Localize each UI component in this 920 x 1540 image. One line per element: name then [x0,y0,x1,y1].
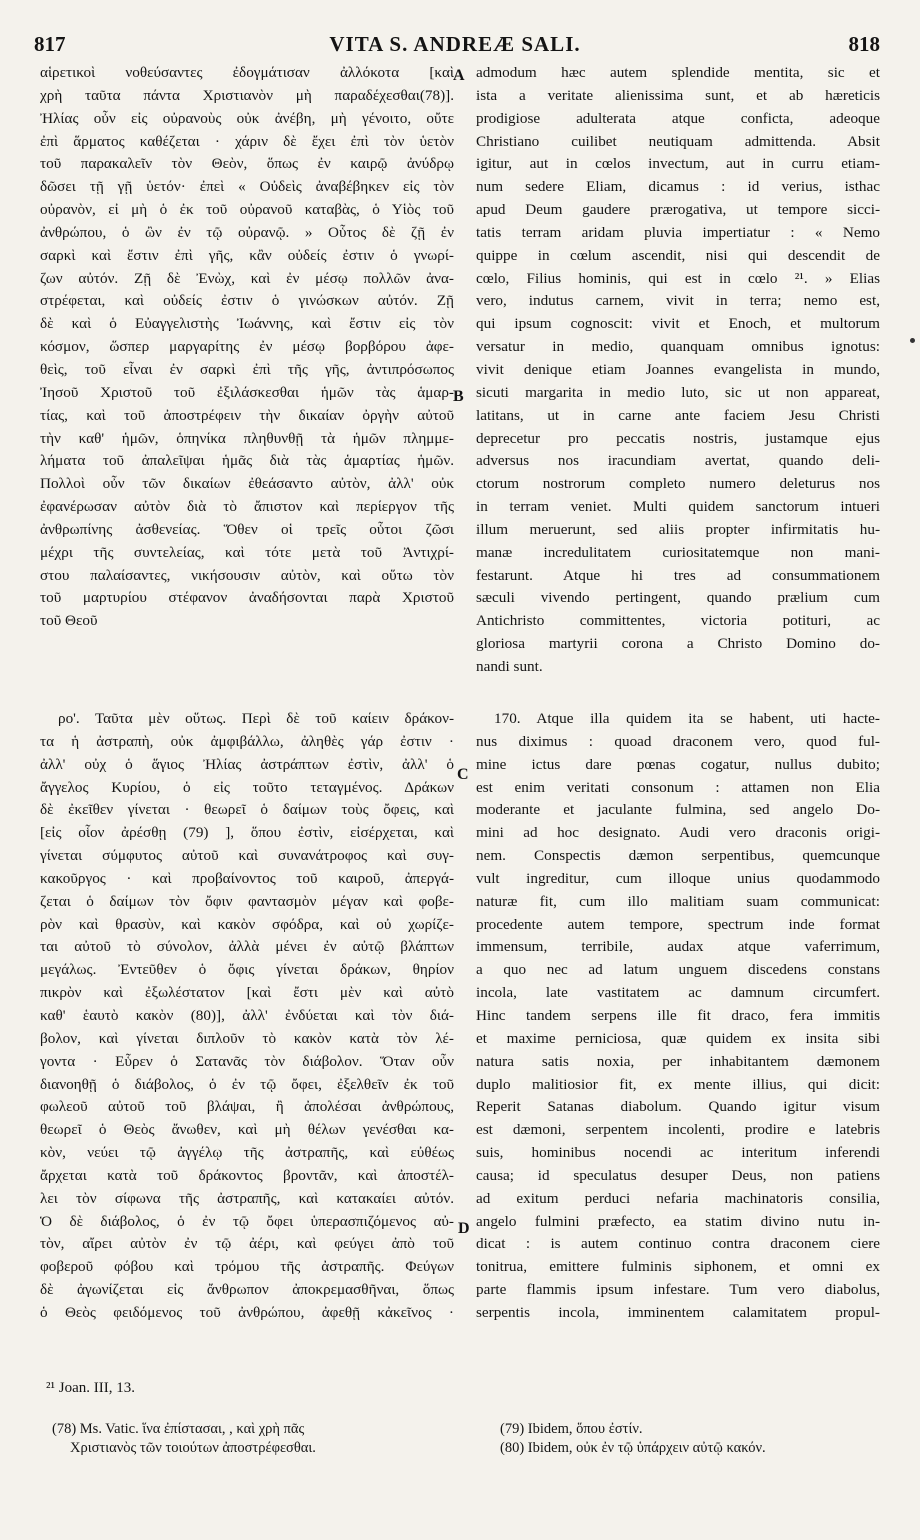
latin-text-line: mine ictus dare pœnas cogatur, nullus dubito; [476,755,880,773]
greek-text-line: ζεται ὁ δαίμων τὸν ὄφιν φαντασμὸν μέγαν καὶ φοβε- [40,892,454,910]
greek-text-line: δὲ ἀγωνίζεται εἰς ἄνθρωπον ἀποκρεμασθῆναι, ὅπως [40,1281,454,1299]
greek-text-line: πικρὸν καὶ ἐξωλέστατον [καὶ ἔστι μὲν καὶ αὐτὸ [40,984,454,1002]
latin-text-line: incola, late vastitatem ac damnum circumfert. [476,984,880,1002]
latin-text-line: vult ingreditur, cum illoque unius quodammodo [476,869,880,887]
greek-text-line: ὁ Θεὸς φειδόμενος τοῦ ἀνθρώπου, ἀφεθῇ κἀκεῖνος · [40,1303,454,1321]
greek-text-line: ἄρχεται κατὰ τοῦ δράκοντος βροντᾶν, καὶ ἀποστέλ- [40,1166,454,1184]
greek-text-line: τοῦ μαρτυρίου στέφανον ἀναδήσονται παρὰ Χριστοῦ [40,589,454,607]
editorial-notes-right [500,1420,766,1458]
greek-text-line: γίνεται σύμφυτος αὐτοῦ καὶ συνανάτροφος καὶ συγ- [40,847,454,865]
greek-text-line: μέχρι τῆς συντελείας, καὶ τότε μετὰ τοῦ Ἀντιχρί- [40,543,454,561]
greek-text-line: Ἠλίας οὖν εἰς οὐρανοὺς οὐκ ἀνέβη, μὴ γένοιτο, οὔτε [40,109,454,127]
greek-text-line: κόσμον, ὥσπερ μαργαρίτης ἐν μέσῳ βορβόρου ἀφε- [40,338,454,356]
latin-text-line: dicat : is autem continuo contra draconem ciere [476,1235,880,1253]
latin-text-line: serpentis incola, imminentem calamitatem propul- [476,1303,880,1321]
greek-text-line: Πολλοὶ οὖν τῶν δικαίων ἐθεάσαντο αὐτὸν, ἀλλ' οὐκ [40,475,454,493]
greek-text-line: ἐφανέρωσαν αὐτὸν διὰ τὸ ἄπιστον καὶ περίεργον τῆς [40,498,454,516]
latin-column-top [476,62,880,679]
latin-text-line: ctorum nostrorum completo numero deleturus nos [476,475,880,493]
greek-text-line: δῶσει τῇ γῇ ὑετόν· ἐπεὶ « Οὐδεὶς ἀναβέβηκεν εἰς τὸν [40,178,454,196]
latin-text-line: vivit denique etiam Joannes evangelista in mundo, [476,360,880,378]
latin-text-line: nus diximus : quoad draconem vero, quod ful- [476,732,880,750]
latin-text-line: natura satis noxia, per inhabitantem dæmonem [476,1052,880,1070]
latin-text-line: 170. Atque illa quidem ita se habent, uti hacte- [494,710,880,727]
latin-text-line: ad exitum perduci nefaria machinatoris consilia, [476,1189,880,1207]
ink-speck [910,338,915,343]
greek-text-line: ἄγγελος Κυρίου, ὁ εἰς τοῦτο τεταγμένος. Δράκων [40,778,454,796]
greek-text-line: στρέφεται, καὶ οὐδείς ἐστιν ὁ γινώσκων αὐτόν. Ζῇ [40,292,454,310]
latin-text-line: moderante et jaculante fulmina, sed angelo Do- [476,801,880,819]
greek-text-line: τοῦ Θεοῦ [40,612,98,630]
greek-text-line: σαρκὶ καὶ ἔστιν ἐπὶ γῆς, κἂν οὐδείς ἐστιν ὁ γνωρί- [40,246,454,264]
greek-text-line: ἀλλ' οὐχ ὁ ἅγιος Ἠλίας ἀστράπτων ἐστὶν, ἀλλ' ὁ [40,755,454,773]
greek-text-line: διανοηθῇ ὁ διάβολος, ὁ ἐν τῷ ὄφει, ἐξελθεῖν ἐκ τοῦ [40,1075,454,1093]
latin-text-line: suis, hominibus nocendi ac interitum inferendi [476,1144,880,1162]
note-78-line-1: (78) Ms. Vatic. ἵνα ἐπίστασαι, , καὶ χρὴ πᾶς [52,1421,305,1437]
greek-column-top [40,62,454,633]
greek-text-line: τὴν καθ' ἡμῶν, ὁπηνίκα πληθυνθῇ τὰ ἡμῶν πλημμε- [40,429,454,447]
margin-letter-a: A [453,67,465,84]
latin-text-line: est dæmoni, serpentem incolenti, prodire e latebris [476,1121,880,1139]
greek-text-line: ται αὐτοῦ τὸ σύνολον, ἀλλὰ μένει ἐν αὐτῷ βλάπτων [40,938,454,956]
latin-text-line: procedente autem tempore, spectrum inde format [476,915,880,933]
greek-text-line: φοβεροῦ φόβου καὶ τρόμου τῆς ἀστραπῆς. Φεύγων [40,1258,454,1276]
greek-text-line: δὲ ἐκεῖθεν γίνεται · θεωρεῖ ὁ δαίμων τοὺς ὄφεις, καὶ [40,801,454,819]
note-80: (80) Ibidem, οὐκ ἐν τῷ ὑπάρχειν αὐτῷ κακόν. [500,1440,766,1456]
greek-text-line: στου παλαίσαντες, νικήσουσιν αὐτὸν, καὶ οὕτω τὸν [40,566,454,584]
note-78-line-2: Χριστιανὸς τῶν τοιούτων ἀποστρέφεσθαι. [70,1440,316,1456]
latin-text-line: admodum hæc autem splendide mentita, sic et [476,64,880,81]
page-number-right: 818 [848,32,880,56]
greek-text-line: μεγάλως. Ἐντεῦθεν ὁ ὄφις γίνεται δράκων, θηρίον [40,961,454,979]
greek-text-line: θεωρεῖ ὁ Θεὸς ἄνωθεν, καὶ μὴ θέλων γενέσθαι κα- [40,1121,454,1139]
running-header [30,32,880,60]
greek-text-line: ρὸν καὶ θρασὺν, καὶ κακὸν σφόδρα, καὶ οὐ χωρίζε- [40,915,454,933]
greek-column-bottom [40,708,454,1325]
latin-text-line: nem. Conspectis dæmon serpentibus, quemcunque [476,847,880,865]
latin-text-line: quippe in cœlum ascendit, nisi qui descendit de [476,246,880,264]
greek-text-line: Ἰησοῦ Χριστοῦ τοῦ ἐξιλάσκεσθαι ἡμῶν τὰς ἁμαρ- [40,383,454,401]
greek-text-line: χρὴ ταῦτα πάντα Χριστιανὸν μὴ παραδέχεσθαι(78)]. [40,86,454,104]
scripture-footnote: ²¹ Joan. III, 13. [46,1380,135,1396]
latin-column-bottom [476,708,880,1325]
greek-text-line: θεὶς, τοῦ εἶναι ἐν σαρκὶ ἐπὶ τῆς γῆς, ἀντιπρόσωπος [40,360,454,378]
margin-letter-b: B [453,388,464,405]
editorial-notes-left [52,1420,316,1458]
note-79: (79) Ibidem, ὅπου ἐστίν. [500,1421,643,1437]
latin-text-line: mini ad hoc designato. Audi vero draconis origi- [476,824,880,842]
latin-text-line: angelo fulmini præfecto, ea statim divino nutu in- [476,1212,880,1230]
greek-text-line: τὸν, αἴρει αὐτὸν ἐν τῷ ἀέρι, καὶ φεύγει ἀπὸ τοῦ [40,1235,454,1253]
greek-text-line: κὸν, νεύει τῷ ἀγγέλῳ τῆς ἀστραπῆς, καὶ εὐθέως [40,1144,454,1162]
latin-text-line: manæ incredulitatem curiositatemque non mani- [476,543,880,561]
latin-text-line: duplo malitiosior fit, ex mente illius, qui dicit: [476,1075,880,1093]
greek-text-line: λει τὸν σίφωνα τῆς ἀστραπῆς, καὶ κατακαίει αὐτόν. [40,1189,454,1207]
latin-text-line: et maxime perniciosa, quæ quidem ex insita sibi [476,1029,880,1047]
latin-text-line: est enim veritati consonum : attamen non Elia [476,778,880,796]
greek-text-line: αἱρετικοὶ νοθεύσαντες ἐδογμάτισαν ἀλλόκοτα [καὶ [40,64,454,81]
greek-text-line: γοντα · Εὗρεν ὁ Σατανᾶς τὸν διάβολον. Ὅταν οὖν [40,1052,454,1070]
greek-text-line: κακοῦργος · καὶ προβαίνοντος τοῦ καιροῦ, ἀπεργά- [40,869,454,887]
latin-text-line: Reperit Satanas diabolum. Quando igitur visum [476,1098,880,1116]
page-number-left: 817 [34,32,66,56]
greek-text-line: καθ' ἑαυτὸ κακὸν (80)], ἀλλ' ἐνδύεται καὶ τὸν διά- [40,1006,454,1024]
latin-text-line: deprecetur pro peccatis nostris, justamque ejus [476,429,880,447]
latin-text-line: Christiano cuilibet neutiquam admittenda. Absit [476,132,880,150]
greek-text-line: τοῦ παρακαλεῖν τὸν Θεὸν, ὅπως ἐν καιρῷ ἀνύδρῳ [40,155,454,173]
greek-text-line: οὐρανὸν, εἰ μὴ ὁ ἐκ τοῦ οὐρανοῦ καταβὰς, ὁ Υἱὸς τοῦ [40,201,454,219]
latin-text-line: in terram veniet. Multi quidem sanctorum intueri [476,498,880,516]
latin-text-line: sæculi vivendo pertingent, quando prælium cum [476,589,880,607]
margin-letter-c: C [457,766,469,783]
latin-text-line: num sedere Eliam, dicamus : id verius, isthac [476,178,880,196]
latin-text-line: immensum, terribile, audax atque vaferrimum, [476,938,880,956]
latin-text-line: Hinc tandem serpens ille fit draco, fera immitis [476,1006,880,1024]
latin-text-line: causa; id speculatus desuper Deus, non patiens [476,1166,880,1184]
greek-text-line: ἀνθρώπου, ὁ ὢν ἐν τῷ οὐρανῷ. » Οὗτος δὲ ζῇ ἐν [40,223,454,241]
greek-text-line: Ὁ δὲ διάβολος, ὁ ἐν τῷ ὄφει ὑπερασπιζόμενος αὐ- [40,1212,454,1230]
latin-text-line: latitans, ut in carne ante faciem Jesu Christi [476,406,880,424]
latin-text-line: ista a veritate alienissima sunt, et ab hæreticis [476,86,880,104]
greek-text-line: τίας, καὶ τοῦ ἀποστρέφειν τὴν δικαίαν ὀργὴν αὐτοῦ [40,406,454,424]
latin-text-line: nandi sunt. [476,657,543,675]
latin-text-line: festarunt. Atque hi tres ad consummationem [476,566,880,584]
latin-text-line: tatis terram aridam pluvia impertiatur : « Nemo [476,223,880,241]
latin-text-line: versatur in medio, quanquam omnibus ignotus: [476,338,880,356]
greek-text-line: ζων αὐτόν. Ζῇ δὲ Ἐνὼχ, καὶ ἐν μέσῳ πολλῶν ἀνα- [40,269,454,287]
latin-text-line: tonitrua, emittere fulminis siphonem, et omni ex [476,1258,880,1276]
greek-text-line: ἀνθρωπίνης ἀσθενείας. Ὅθεν οἱ τρεῖς οὗτοι ζῶσι [40,520,454,538]
greek-text-line: βολον, καὶ γίνεται διπλοῦν τὸ κακὸν κατὰ τὸν λέ- [40,1029,454,1047]
running-title: VITA S. ANDREÆ SALI. [329,32,581,56]
latin-text-line: sicuti margarita in medio luto, sic ut non appareat, [476,383,880,401]
latin-text-line: gloriosa martyrii corona a Christo Domino do- [476,635,880,653]
greek-text-line: λήματα τοῦ ἀπαλεῖψαι ἡμᾶς διὰ τὰς ἁμαρτίας ἡμῶν. [40,452,454,470]
latin-text-line: adversus nos iracundiam avertat, quando deli- [476,452,880,470]
margin-letter-d: D [458,1220,470,1237]
greek-text-line: [εἰς οἷον ἀρέσθῃ (79) ], ὅπου ἐστὶν, εἰσέρχεται, καὶ [40,824,454,842]
greek-text-line: τα ἡ ἀστραπὴ, οὐκ ἀμφιβάλλω, ἀληθὲς γάρ ἐστιν · [40,732,454,750]
latin-text-line: vero, indutus carnem, vivit in terra; nemo est, [476,292,880,310]
latin-text-line: cœlo, Filius hominis, qui est in cœlo ²¹. » Elias [476,269,880,287]
latin-text-line: qui ipsum cognoscit: vivit et Enoch, et multorum [476,315,880,333]
latin-text-line: parte flammis ipsum infestare. Tum vero diabolus, [476,1281,880,1299]
greek-text-line: ρο'. Ταῦτα μὲν οὕτως. Περὶ δὲ τοῦ καίειν δράκον- [58,710,454,727]
latin-text-line: apud Deum gaudere prærogativa, ut tempore sicci- [476,201,880,219]
latin-text-line: a quo nec ad latum unguem discedens constans [476,961,880,979]
greek-text-line: δὲ καὶ ὁ Εὐαγγελιστὴς Ἰωάννης, καὶ ἔστιν εἰς τὸν [40,315,454,333]
latin-text-line: igitur, aut in cœlos invectum, aut in curru etiam- [476,155,880,173]
greek-text-line: φωλεοῦ αὐτοῦ τοῦ βλάψαι, ἢ ἀπολέσαι ἀνθρώπους, [40,1098,454,1116]
latin-text-line: prodigiose adulterata atque conficta, adeoque [476,109,880,127]
greek-text-line: ἐπὶ ἅρματος καθέζεται · χάριν δὲ ἔχει ἐπὶ τὸν ὑετὸν [40,132,454,150]
latin-text-line: illum meruerunt, sed aliis propter infirmitatis hu- [476,520,880,538]
latin-text-line: naturæ fit, cum illo malitiam suam communicat: [476,892,880,910]
latin-text-line: Antichristo committentes, victoria potituri, ac [476,612,880,630]
